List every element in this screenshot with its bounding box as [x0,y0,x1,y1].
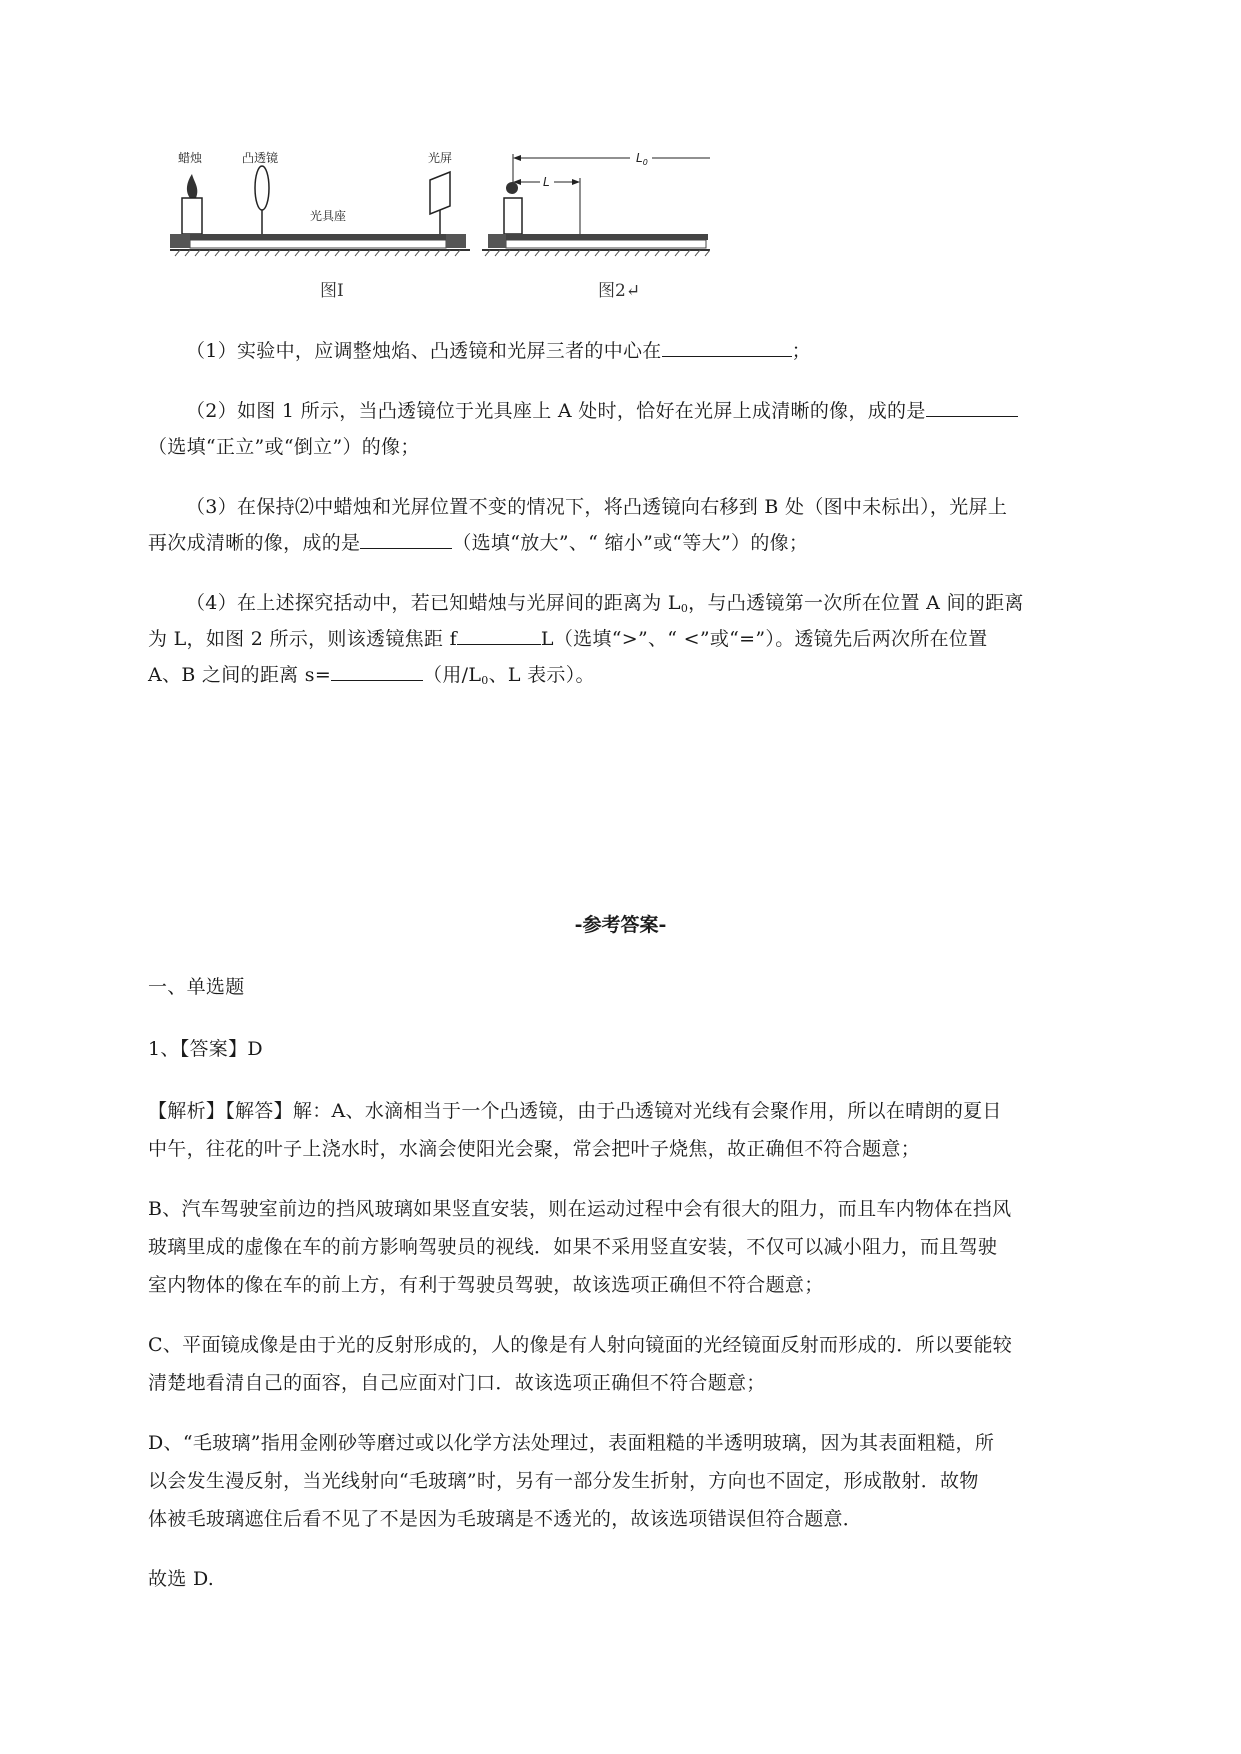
question-3-line-2: 再次成清晰的像，成的是 （选填“放大”、“ 缩小”或“等大”）的像； [148,522,1148,564]
answer-blank[interactable] [457,624,541,645]
figure-2-caption: 图2↵ [598,281,641,301]
question-1: （1）实验中，应调整烛焰、凸透镜和光屏三者的中心在 ； [148,330,1186,372]
analysis-b-line-3: 室内物体的像在车的前上方，有利于驾驶员驾驶，故该选项正确但不符合题意； [148,1274,824,1296]
question-2-line-1: （2）如图 1 所示，当凸透镜位于光具座上 A 处时，恰好在光屏上成清晰的像，成的是 [148,390,1186,432]
flame-icon [187,174,197,198]
analysis-c-line-1: C、平面镜成像是由于光的反射形成的，人的像是有人射向镜面的光经镜面反射而形成的．所以要能较 [148,1334,1013,1356]
lens-label: 凸透镜 [242,151,279,165]
candle-label: 蜡烛 [178,151,203,165]
question-4-line-3: A、B 之间的距离 s= （用$/L_0$、L 表示）。 [148,654,1148,702]
answer-blank[interactable] [662,336,792,357]
candle-icon [182,198,202,234]
analysis-a-line-2: 中午，往花的叶子上浇水时，水滴会使阳光会聚，常会把叶子烧焦，故正确但不符合题意； [148,1138,921,1160]
analysis-d-line-3: 体被毛玻璃遮住后看不见了不是因为毛玻璃是不透光的，故该选项错误但符合题意． [148,1508,863,1530]
bench-label: 光具座 [310,209,347,223]
analysis-a-line-1: 【解析】【解答】解：A、水滴相当于一个凸透镜，由于凸透镜对光线有会聚作用，所以在晴朗的夏日 [148,1100,1002,1122]
figure-2 [482,151,710,301]
question-2-line-2: （选填“正立”或“倒立”）的像； [148,436,420,458]
question-3-line-1: （3）在保持⑵中蜡烛和光屏位置不变的情况下，将凸透镜向右移到 B 处（图中未标出），光屏上 [186,496,1008,518]
section-heading: 一、单选题 [148,976,245,998]
flame-icon [506,182,518,194]
answer-blank[interactable] [331,660,423,681]
l-label: L [543,175,550,189]
screen-label: 光屏 [428,151,453,165]
optics-figure [170,150,710,345]
question-4-line-1: （4）在上述探究括动中，若已知蜡烛与光屏间的距离为 $L_0$，与凸透镜第一次所在位置 A 间的距离 [186,592,1024,615]
analysis-b-line-1: B、汽车驾驶室前边的挡风玻璃如果竖直安装，则在运动过程中会有很大的阻力，而且车内物体在挡风 [148,1198,1012,1220]
answer-blank[interactable] [360,528,452,549]
analysis-c-line-2: 清楚地看清自己的面容，自己应面对门口．故该选项正确但不符合题意； [148,1372,766,1394]
answer-blank[interactable] [926,396,1018,417]
analysis-d-line-1: D、“毛玻璃”指用金刚砂等磨过或以化学方法处理过，表面粗糙的半透明玻璃，因为其表面粗糙，所 [148,1432,995,1454]
screen-icon [430,172,450,214]
answers-title: -参考答案- [574,914,667,936]
optical-bench [496,234,708,240]
analysis-d-line-2: 以会发生漫反射，当光线射向“毛玻璃”时，另有一部分发生折射，方向也不固定，形成散射．故物 [148,1470,979,1492]
figure-1 [170,150,470,301]
candle-icon [504,198,522,234]
l0-label: $L_0$ [636,151,648,167]
answer-item-1: 1、【答案】D [148,1038,263,1060]
optical-bench [178,234,458,240]
figure-1-caption: 图I [320,281,344,301]
analysis-b-line-2: 玻璃里成的虚像在车的前方影响驾驶员的视线．如果不采用竖直安装，不仅可以减小阻力，而且驾驶 [148,1236,998,1258]
question-4-line-2: 为 L，如图 2 所示，则该透镜焦距 f L（选填“>”、“ <”或“=”）。透镜先后两次所在位置 [148,618,1148,660]
conclusion: 故选 D. [148,1568,215,1590]
optics-bench-diagram [170,150,710,345]
convex-lens-icon [255,166,269,210]
